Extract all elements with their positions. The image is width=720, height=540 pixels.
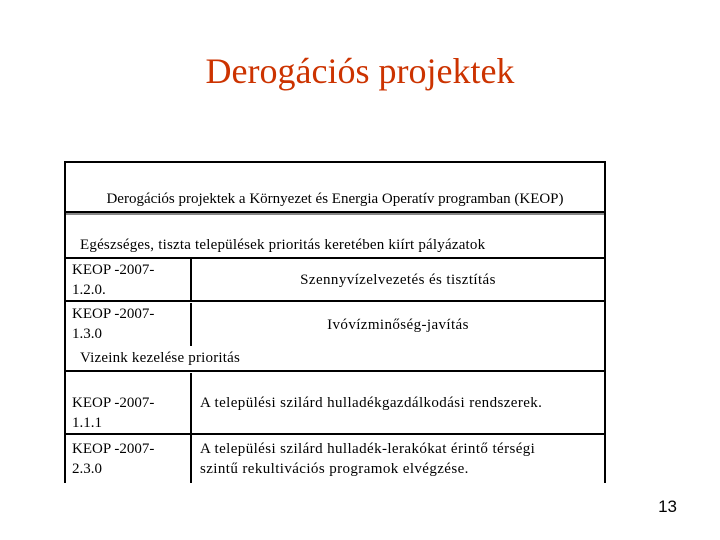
project-code-cell bbox=[66, 373, 192, 433]
section-title: Vizeink kezelése prioritás bbox=[80, 350, 241, 366]
section-row-waters bbox=[66, 346, 604, 372]
section-title: Egészséges, tiszta települések prioritás keretében kiírt pályázatok bbox=[80, 237, 486, 253]
project-description: Ivóvízminőség-javítás bbox=[327, 316, 469, 333]
table-header-text: Derogációs projektek a Környezet és Energia Operatív programban (KEOP) bbox=[106, 191, 564, 207]
project-description: Szennyvízelvezetés és tisztítás bbox=[300, 271, 496, 288]
project-code-line: KEOP -2007- bbox=[72, 306, 155, 322]
project-code-line: KEOP -2007- bbox=[72, 441, 155, 457]
table-row bbox=[66, 373, 604, 435]
table-row bbox=[66, 259, 604, 302]
table-row bbox=[66, 303, 604, 346]
project-code-cell bbox=[66, 435, 192, 483]
project-code-line: KEOP -2007- bbox=[72, 262, 155, 278]
project-description-cell bbox=[192, 373, 604, 433]
section-row-healthy-settlements bbox=[66, 233, 604, 259]
projects-table bbox=[64, 161, 606, 483]
project-code-line: 1.2.0. bbox=[72, 282, 106, 298]
project-description-line: A települési szilárd hulladék-lerakókat érintő térségi bbox=[200, 441, 536, 457]
page-number: 13 bbox=[658, 497, 677, 516]
project-description: A települési szilárd hulladékgazdálkodási rendszerek. bbox=[200, 395, 543, 411]
project-description-cell bbox=[192, 303, 604, 346]
project-code-cell bbox=[66, 303, 192, 346]
project-description-line: szintű rekultivációs programok elvégzése. bbox=[200, 461, 469, 477]
slide-title: Derogációs projektek bbox=[205, 51, 515, 91]
table-row bbox=[66, 435, 604, 483]
project-code-line: 1.3.0 bbox=[72, 326, 102, 342]
project-code-cell bbox=[66, 259, 192, 300]
project-description-cell bbox=[192, 259, 604, 300]
project-code-line: 2.3.0 bbox=[72, 461, 102, 477]
project-code-line: KEOP -2007- bbox=[72, 395, 155, 411]
table-header-row bbox=[66, 163, 604, 213]
project-code-line: 1.1.1 bbox=[72, 415, 102, 431]
project-description-cell bbox=[192, 435, 604, 483]
